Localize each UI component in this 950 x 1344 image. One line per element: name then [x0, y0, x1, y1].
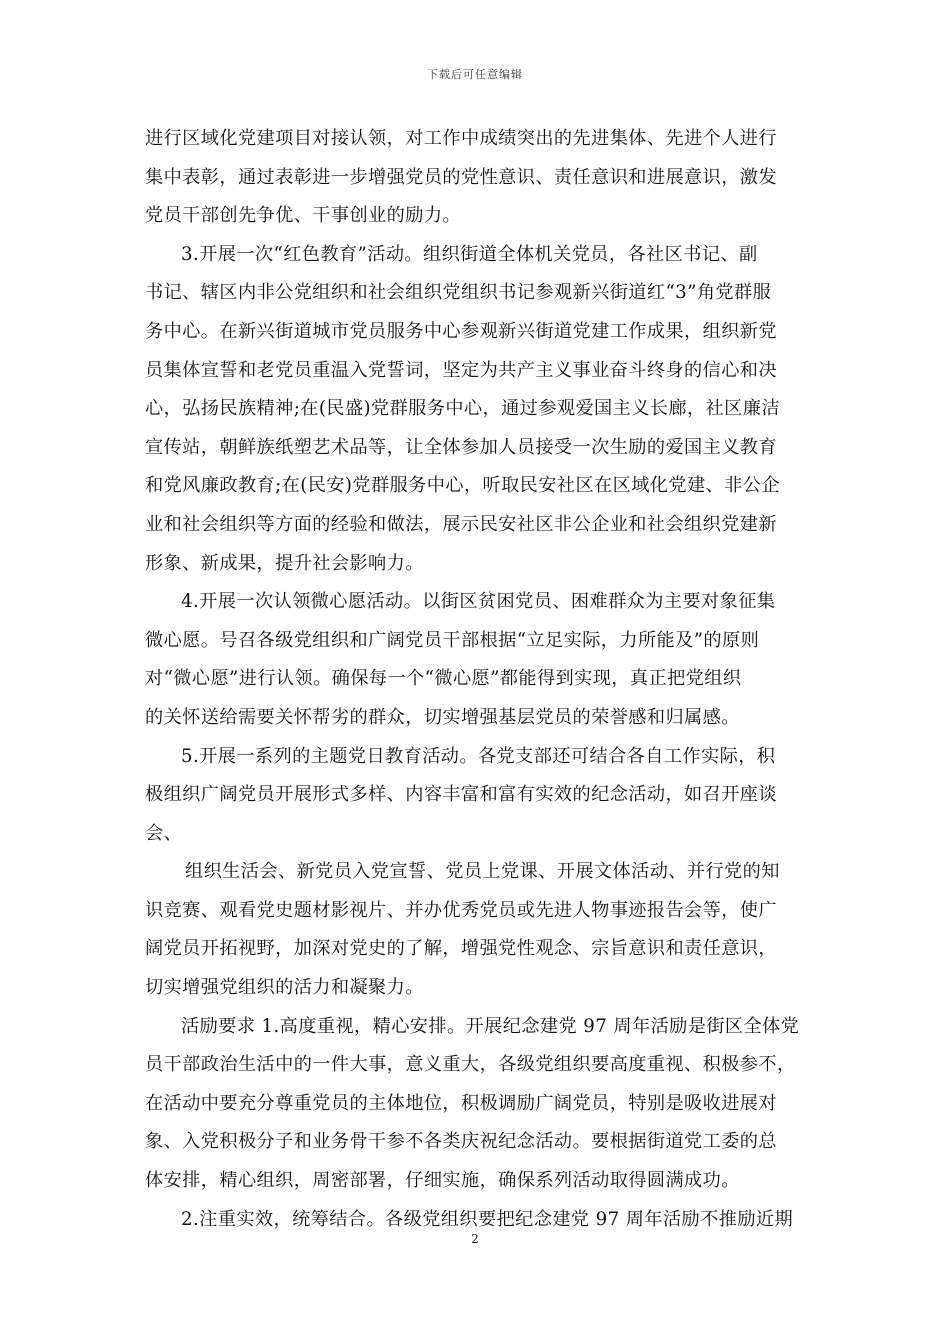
body-line: 员干部政治生活中的一件大事，意义重大，各级党组织要高度重视、积极参不，: [145, 1054, 796, 1076]
paragraph-start-line: 5.开展一系列的主题党日教育活动。各党支部还可结合各自工作实际，积: [181, 745, 776, 767]
body-line: 体安排，精心组织，周密部署，仔细实施，确保系列活动取得圆满成功。: [145, 1170, 740, 1192]
page-number: 2: [471, 1232, 479, 1246]
body-line: 党员干部创先争优、干事创业的励力。: [145, 205, 461, 227]
body-line: 员集体宣誓和老党员重温入党誓词，坚定为共产主义事业奋斗终身的信心和决: [145, 359, 777, 381]
body-line: 识竞赛、观看党史题材影视片、并办优秀党员或先进人物事迹报告会等，使广: [145, 899, 777, 921]
body-line: 和党风廉政教育;在(民安)党群服务中心，听取民安社区在区域化党建、非公企: [145, 475, 780, 497]
body-line: 阔党员开拓视野，加深对党史的了解，增强党性观念、宗旨意识和责任意识，: [145, 938, 777, 960]
body-line: 形象、新成果，提升社会影响力。: [145, 552, 424, 574]
paragraph-start-line: 4.开展一次认领微心愿活动。以街区贫困党员、困难群众为主要对象征集: [181, 591, 776, 613]
body-line: 对“微心愿”进行认领。确保每一个“微心愿”都能得到实现，真正把党组织: [145, 668, 742, 690]
body-line: 心，弘扬民族精神;在(民盛)党群服务中心，通过参观爱国主义长廊，社区廉洁: [145, 398, 780, 420]
body-line: 进行区域化党建项目对接认领，对工作中成绩突出的先进集体、先进个人进行: [145, 128, 777, 149]
body-line: 的关怀送给需要关怀帮劣的群众，切实增强基层党员的荣誉感和归属感。: [145, 706, 740, 728]
body-line: 在活动中要充分尊重党员的主体地位，积极调励广阔党员，特别是吸收进展对: [145, 1092, 777, 1114]
body-line: 集中表彰，通过表彰进一步增强党员的党性意识、责任意识和进展意识，激发: [145, 166, 777, 188]
body-line: 象、入党积极分子和业务骨干参不各类庆祝纪念活动。要根据街道党工委的总: [145, 1131, 777, 1153]
body-line: 务中心。在新兴街道城市党员服务中心参观新兴街道党建工作成果，组织新党: [145, 320, 777, 342]
paragraph-start-line: 2.注重实效，统筹结合。各级党组织要把纪念建党 97 周年活励不推励近期: [181, 1208, 794, 1230]
paragraph-start-line: 活励要求 1.高度重视，精心安排。开展纪念建党 97 周年活励是街区全体党: [181, 1015, 800, 1037]
body-line: 会、: [145, 822, 183, 844]
document-body: [145, 120, 810, 1239]
body-line: 切实增强党组织的活力和凝聚力。: [145, 977, 424, 999]
body-line: 极组织广阔党员开展形式多样、内容丰富和富有实效的纪念活动，如召开座谈: [145, 784, 777, 806]
body-line: 宣传站，朝鲜族纸塑艺术品等，让全体参加人员接受一次生励的爱国主义教育: [145, 436, 777, 458]
paragraph-start-line: 3.开展一次“红色教育”活动。组织街道全体机关党员，各社区书记、副: [181, 243, 758, 265]
body-line: 微心愿。号召各级党组织和广阔党员干部根据“立足实际，力所能及”的原则: [145, 629, 760, 651]
body-line: 书记、辖区内非公党组织和社会组织党组织书记参观新兴街道红“3”角党群服: [145, 282, 772, 304]
paragraph-start-line: 组织生活会、新党员入党宣誓、党员上党课、开展文体活动、并行党的知: [185, 861, 780, 883]
page-header-note: 下载后可任意编辑: [427, 68, 523, 81]
body-line: 业和社会组织等方面的经验和做法，展示民安社区非公企业和社会组织党建新: [145, 513, 777, 535]
